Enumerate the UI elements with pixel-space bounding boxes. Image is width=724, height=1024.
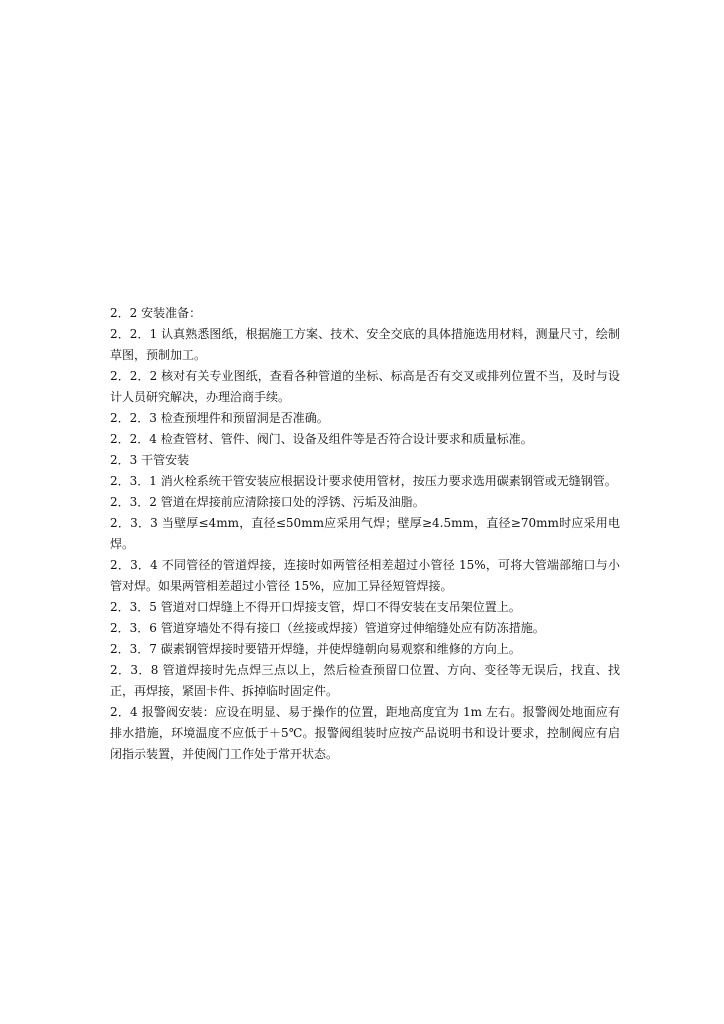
paragraph-2-3-8: 2．3．8 管道焊接时先点焊三点以上，然后检查预留口位置、方向、变径等无误后，找直、找正，再焊接，紧固卡件、拆掉临时固定件。 bbox=[110, 663, 620, 698]
paragraph-2-3-2: 2．3．2 管道在焊接前应清除接口处的浮锈、污垢及油脂。 bbox=[110, 495, 425, 509]
paragraph-2-3-3: 2．3．3 当壁厚≤4mm，直径≤50mm应采用气焊；壁厚≥4.5mm，直径≥70mm时应采用电焊。 bbox=[110, 516, 620, 551]
paragraph-2-4: 2．4 报警阀安装：应设在明显、易于操作的位置，距地高度宜为 1m 左右。报警阀处地面应有排水措施，环境温度不应低于＋5℃。报警阀组装时应按产品说明书和设计要求，控制阀应有启闭指示装置，并使阀门工作处于常开状态。 bbox=[110, 705, 620, 761]
paragraph-2-3-6: 2．3．6 管道穿墙处不得有接口（丝接或焊接）管道穿过伸缩缝处应有防冻措施。 bbox=[110, 621, 545, 635]
section-heading-2-2: 2．2 安装准备： bbox=[110, 306, 202, 320]
paragraph-2-3-7: 2．3．7 碳素钢管焊接时要错开焊缝，并使焊缝朝向易观察和维修的方向上。 bbox=[110, 642, 521, 656]
paragraph-2-3-1: 2．3．1 消火栓系统干管安装应根据设计要求使用管材，按压力要求选用碳素钢管或无缝钢管。 bbox=[110, 474, 617, 488]
paragraph-2-2-1: 2．2．1 认真熟悉图纸，根据施工方案、技术、安全交底的具体措施选用材料，测量尺寸，绘制草图，预制加工。 bbox=[110, 327, 620, 362]
paragraph-2-2-3: 2．2．3 检查预埋件和预留洞是否准确。 bbox=[110, 411, 329, 425]
paragraph-2-2-4: 2．2．4 检查管材、管件、阀门、设备及组件等是否符合设计要求和质量标准。 bbox=[110, 432, 533, 446]
section-heading-2-3: 2．3 干管安装 bbox=[110, 453, 190, 467]
paragraph-2-3-5: 2．3．5 管道对口焊缝上不得开口焊接支管，焊口不得安装在支吊架位置上。 bbox=[110, 600, 521, 614]
paragraph-2-2-2: 2．2．2 核对有关专业图纸，查看各种管道的坐标、标高是否有交叉或排列位置不当，及时与设计人员研究解决，办理洽商手续。 bbox=[110, 369, 620, 404]
paragraph-2-3-4: 2．3．4 不同管径的管道焊接，连接时如两管径相差超过小管径 15%，可将大管端部缩口与小管对焊。如果两管相差超过小管径 15%，应加工异径短管焊接。 bbox=[110, 558, 620, 593]
document-body bbox=[110, 303, 620, 765]
